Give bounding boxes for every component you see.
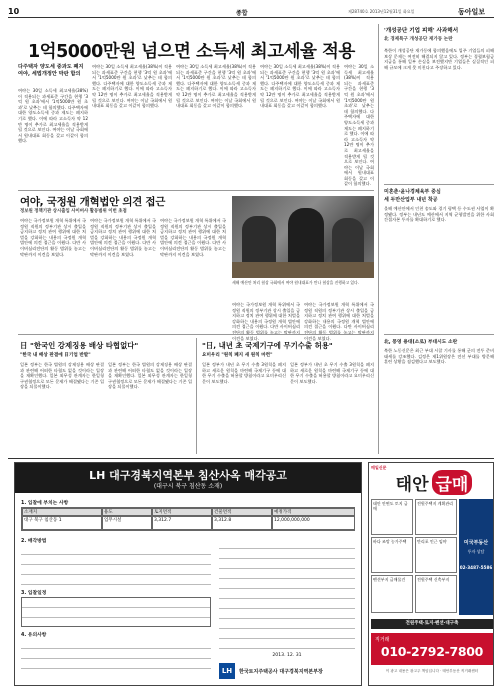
- story2-headline: 여야, 국정원 개혁법안 의견 접근: [20, 196, 166, 208]
- lh-notice-subtitle: (대구시 북구 침산동 소재): [153, 483, 223, 490]
- news-photo: [232, 196, 374, 278]
- story2-body-col3: 여야는 국가정보원 개혁 특위에서 국정원 직원의 정부기관 상시 출입을 금지하고 정치 관여 행위에 대한 처벌을 강화하는 내용의 국정원 개혁 법안에 의견 접근을 이뤘다. 다만 사이버심리전단의 활동 범위를 놓고는 막판까지 이견을 보였다.: [160, 218, 227, 257]
- left-story-deck: "한국 내 배상 판결에 日기업 반발": [20, 353, 91, 358]
- right-story-body-col2: 일본 정부가 내년 초 무기 수출 3원칙을 폐지하고 새로운 원칙을 마련해 국제기구 등에 대한 무기 수출을 허용할 방침이라고 요미우리신문이 보도했다.: [290, 362, 374, 384]
- lh-method-lines: [21, 545, 211, 585]
- sidebar-low-title: 北, 풍영 용대(소로) 부대시도 소란: [384, 340, 458, 345]
- lh-table-cell: 대구 북구 침산동 1: [22, 516, 102, 530]
- ad-side-label: 미국부동산: [463, 540, 489, 546]
- section-rule-2: [18, 334, 374, 335]
- photo-figure-center: [288, 208, 324, 268]
- right-story-headline: "日, 내년 초 국제기구에 무기수출 허용": [202, 341, 333, 350]
- sidebar-rule-2: [384, 334, 494, 335]
- ad-top-label: 매일신문: [371, 465, 387, 470]
- ad-side-panel: [459, 499, 493, 615]
- right-story-deck: 요미우리 "원칙 폐지 새 원칙 마련": [202, 353, 273, 358]
- lh-table-header-cell: 건물면적: [212, 508, 272, 516]
- lh-notice-title: LH 대구경북지역본부 침산사옥 매각공고: [89, 469, 287, 482]
- lh-table: [21, 507, 355, 531]
- sidebar-mid-subtitle: 세 두만산업부 내년 착공: [384, 197, 438, 203]
- story2-body-col2: 여야는 국가정보원 개혁 특위에서 국정원 직원의 정부기관 상시 출입을 금지하고 정치 관여 행위에 대한 처벌을 강화하는 내용의 국정원 개혁 법안에 의견 접근을 이뤘다. 다만 사이버심리전단의 활동 범위를 놓고는 막판까지 이견을 보였다.: [90, 218, 157, 257]
- lh-notice-header: [15, 463, 361, 493]
- lh-section-2: 2. 매각방법: [21, 539, 47, 544]
- ad-listing: 펜션부지 급매물건: [371, 575, 413, 613]
- photo-story-col1: 여야는 국가정보원 개혁 특위에서 국정원 직원의 정부기관 상시 출입을 금지하고 정치 관여 행위에 대한 처벌을 강화하는 내용의 국정원 개혁 법안에 의견 접근을 이뤘다. 다만 사이버심리전단의 활동 범위를 놓고는 막판까지 이견을 보였다.: [232, 302, 300, 341]
- main-body-col3: 여야는 30일 소득세 최고세율(38%)이 적용되는 과세표준 구간을 현행 '3억 원 초과'에서 '1억5000만 원 초과'로 낮추는 데 합의했다. 다주택자에 대한 양도소득세 중과 제도는 폐지하기로 했다. 이에 따라 고소득자 약 12만 명이 추가로 최고세율을 적용받게 될 것으로 보인다. 여야는 이날 국회에서 원내대표 회동을 갖고 이같이 합의했다.: [176, 64, 256, 109]
- lh-schedule-table: [21, 597, 211, 627]
- ad-listing: 전원주택 신축부지: [415, 575, 457, 613]
- story2-body-col1: 여야는 국가정보원 개혁 특위에서 국정원 직원의 정부기관 상시 출입을 금지하고 정치 관여 행위에 대한 처벌을 강화하는 내용의 국정원 개혁 법안에 의견 접근을 이뤘다. 다만 사이버심리전단의 활동 범위를 놓고는 막판까지 이견을 보였다.: [20, 218, 87, 257]
- sidebar-rule-1: [384, 184, 494, 185]
- paper-name: 동아일보: [458, 7, 486, 16]
- column-divider: [378, 24, 379, 454]
- right-story-body-col1: 일본 정부가 내년 초 무기 수출 3원칙을 폐지하고 새로운 원칙을 마련해 국제기구 등에 대한 무기 수출을 허용할 방침이라고 요미우리신문이 보도했다.: [202, 362, 286, 384]
- lh-section-1: 1. 입찰에 부치는 사항: [21, 501, 69, 506]
- ad-side-phone: 02-3487-5586: [459, 565, 493, 570]
- ad-listing: 전원주택지 계획관리: [415, 499, 457, 535]
- sidebar-mid-title: 미혼춘·윤나경체육부 중심: [384, 189, 441, 195]
- lh-table-header-cell: 소재지: [22, 508, 102, 516]
- lh-table-header-cell: 예정가격: [272, 508, 355, 516]
- lh-logo: LH: [219, 663, 235, 679]
- lh-schedule-lines: [22, 598, 210, 626]
- sidebar-mid-body: 올해 예산안에서 인천 송도와 경기 평택 등 수도권 사업이 확정됐다. 정부는 내년도 예산에서 지역 균형발전을 위한 사회간접자본 투자를 확대하기로 했다.: [384, 206, 494, 223]
- ad-phone-number: 010-2792-7800: [380, 644, 484, 659]
- lh-table-cell: 업무시설: [102, 516, 152, 530]
- main-body-col5: 여야는 30일 소득세 최고세율(38%)이 적용되는 과세표준 구간을 현행 '3억 원 초과'에서 '1억5000만 원 초과'로 낮추는 데 합의했다. 다주택자에 대한 양도소득세 중과 제도는 폐지하기로 했다. 이에 따라 고소득자 약 12만 명이 추가로 최고세율을 적용받게 될 것으로 보인다. 여야는 이날 국회에서 원내대표 회동을 갖고 이같이 합의했다.: [344, 64, 374, 187]
- main-body-col1: 여야는 30일 소득세 최고세율(38%)이 적용되는 과세표준 구간을 현행 '3억 원 초과'에서 '1억5000만 원 초과'로 낮추는 데 합의했다. 다주택자에 대한 양도소득세 중과 제도는 폐지하기로 했다. 이에 따라 고소득자 약 12만 명이 추가로 최고세율을 적용받게 될 것으로 보인다. 여야는 이날 국회에서 원내대표 회동을 갖고 이같이 합의했다.: [18, 88, 88, 144]
- ad-brand-2: 급매: [432, 470, 473, 495]
- main-deck: [18, 64, 88, 78]
- lh-table-header-cell: 토지면적: [152, 508, 212, 516]
- column-divider-2: [196, 338, 197, 454]
- ad-brand: [389, 469, 479, 495]
- main-body-col4: 여야는 30일 소득세 최고세율(38%)이 적용되는 과세표준 구간을 현행 '3억 원 초과'에서 '1억5000만 원 초과'로 낮추는 데 합의했다. 다주택자에 대한 양도소득세 중과 제도는 폐지하기로 했다. 이에 따라 고소득자 약 12만 명이 추가로 최고세율을 적용받게 될 것으로 보인다. 여야는 이날 국회에서 원내대표 회동을 갖고 이같이 합의했다.: [260, 64, 340, 109]
- photo-caption: 새해 예산안 처리 협상 국회에서 여야 원내대표가 만나 협상을 진행하고 있다.: [232, 280, 359, 285]
- left-story-body-col2: 일본 정부는 한국 법원의 강제징용 배상 판결과 관련해 어떠한 타협도 없을 것이라는 입장을 재확인했다. 일본 외무성 관계자는 한일청구권협정으로 모든 문제가 해결됐다는 기존 입장을 되풀이했다.: [108, 362, 192, 390]
- ad-listing: 바다 조망 농가주택: [371, 537, 413, 573]
- ad-phone-block: [371, 633, 493, 665]
- ad-divider: [8, 458, 494, 459]
- lh-table-cell: 3,312.7: [152, 516, 212, 530]
- sidebar-low-body: 북한 노동신문은 최근 부대 시찰 기사를 통해 군의 전투 준비 태세를 강조했다. 김정은 제1위원장은 전선 부대를 방문해 훈련 상황을 점검했다고 보도했다.: [384, 348, 494, 365]
- photo-story-col2: 여야는 국가정보원 개혁 특위에서 국정원 직원의 정부기관 상시 출입을 금지하고 정치 관여 행위에 대한 처벌을 강화하는 내용의 국정원 개혁 법안에 의견 접근을 이뤘다. 다만 사이버심리전단의 활동 범위를 놓고는 막판까지 이견을 보였다.: [304, 302, 374, 341]
- masthead: [8, 6, 494, 18]
- lh-table-header: [22, 508, 355, 516]
- main-headline: 1억5000만원 넘으면 소득세 최고세율 적용: [28, 42, 355, 62]
- ad-brand-1: 태안: [395, 474, 429, 495]
- sidebar-top-subtitle: 北 경제특구 개성공단 재가동 논란: [384, 37, 453, 42]
- ad-side-sub: 투자 상담: [467, 549, 485, 554]
- lh-footer: 한국토지주택공사 대구경북지역본부장: [239, 669, 323, 675]
- realestate-ad: [368, 462, 494, 686]
- ad-banner: 전원주택·토지·펜션·대구축: [371, 619, 493, 629]
- ad-listing-grid: [371, 499, 457, 615]
- sidebar-top-body: 북한이 개성공단 재가동에 합의했음에도 입주 기업들의 피해 보상 문제는 여전히 해결되지 않고 있다. 정부는 경협보험금 지급을 통해 일부 손실을 보전했지만 기업들은 실질적인 피해 규모에 크게 못 미친다고 주장하고 있다.: [384, 48, 494, 70]
- lh-notes-lines: [21, 639, 211, 669]
- main-deck-1: 다주택자 양도세 중과도 폐지: [18, 64, 84, 70]
- lh-table-cell: 3,312.8: [212, 516, 272, 530]
- issue-info: 제28740호 2013년12월31일 화요일: [348, 9, 415, 14]
- left-story-headline: 日 "한국인 강제징용 배상 타협없다": [20, 341, 139, 350]
- lh-section-3: 3. 입찰일정: [21, 591, 47, 596]
- lh-notice-ad: [14, 462, 362, 686]
- photo-figure-left: [242, 216, 276, 266]
- ad-listing: 태안 안면도 토지 급매: [371, 499, 413, 535]
- section-label: 종합: [236, 10, 248, 17]
- lh-right-lines: [219, 539, 355, 649]
- lh-table-header-cell: 용도: [102, 508, 152, 516]
- main-deck-2: 여야, 세법개정안 막판 합의: [18, 71, 81, 77]
- section-rule: [18, 190, 374, 191]
- left-story-body-col1: 일본 정부는 한국 법원의 강제징용 배상 판결과 관련해 어떠한 타협도 없을 것이라는 입장을 재확인했다. 일본 외무성 관계자는 한일청구권협정으로 모든 문제가 해결됐다는 기존 입장을 되풀이했다.: [20, 362, 104, 390]
- page-number: 10: [8, 7, 20, 16]
- ad-phone-label: 직거래: [375, 637, 390, 643]
- ad-fine-print: 이 광고 내용은 광고주 책임입니다 · 태안부동산 직거래센터: [385, 669, 479, 673]
- photo-figure-right: [332, 218, 364, 266]
- sidebar-top-title: '개성공단 기업 피해' 사과해서: [384, 28, 459, 34]
- lh-table-row: [22, 516, 355, 530]
- lh-section-4: 4. 유의사항: [21, 633, 47, 638]
- main-body-col2: 여야는 30일 소득세 최고세율(38%)이 적용되는 과세표준 구간을 현행 '3억 원 초과'에서 '1억5000만 원 초과'로 낮추는 데 합의했다. 다주택자에 대한 양도소득세 중과 제도는 폐지하기로 했다. 이에 따라 고소득자 약 12만 명이 추가로 최고세율을 적용받게 될 것으로 보인다. 여야는 이날 국회에서 원내대표 회동을 갖고 이같이 합의했다.: [92, 64, 172, 109]
- lh-date: 2013. 12. 31: [272, 653, 302, 658]
- story2-deck: 정보원 정책기관 상시출입 사이버사 활동범위 이번 초점: [20, 209, 127, 214]
- lh-table-cell: 12,000,000,000: [272, 516, 355, 530]
- photo-table: [232, 262, 374, 278]
- ad-listing: 만리포 인근 임야: [415, 537, 457, 573]
